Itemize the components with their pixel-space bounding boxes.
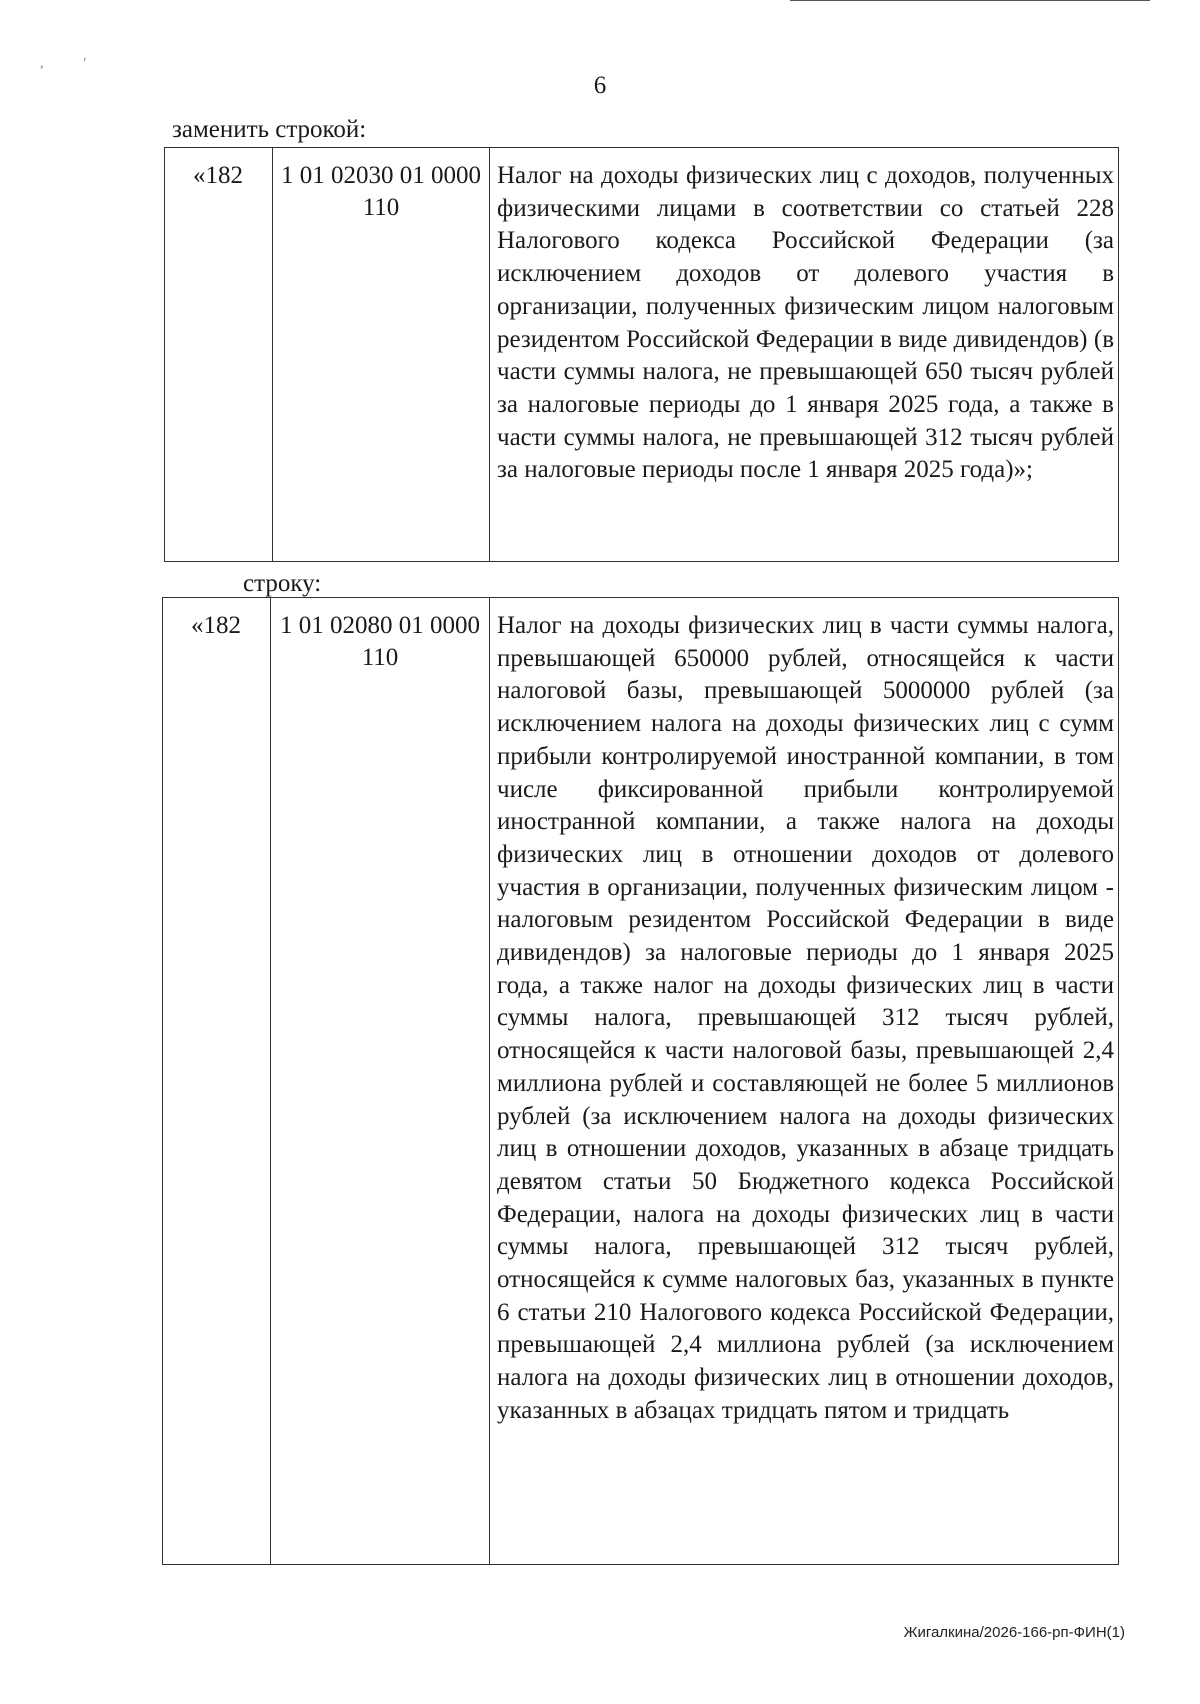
admin-code: «182 (193, 162, 243, 189)
intro-replace-text: заменить строкой: (172, 116, 367, 143)
description-cell (490, 148, 1119, 562)
admin-code: «182 (191, 612, 241, 639)
budget-row-table-original (162, 597, 1119, 1565)
table-row (165, 148, 1119, 562)
kbk-code-cell (273, 148, 490, 562)
kbk-code-cell (271, 598, 490, 1565)
table-row (163, 598, 1119, 1565)
admin-code-cell (165, 148, 273, 562)
description-cell (490, 598, 1119, 1565)
row-description: Налог на доходы физических лиц в части суммы налога, превышающей 650000 рублей, относящейся к части налоговой базы, превышающей 5000000 рублей (за исключением налога на доходы физических лиц с сумм прибыли контролируемой иностранной компании, в том числе фиксированной прибыли контролируемой иностранной компании, а также налога на доходы физических лиц в отношении доходов от долевого участия в организации, полученных физическим лицом - налоговым резидентом Российской Федерации в виде дивидендов) за налоговые периоды до 1 января 2025 года, а также налог на доходы физических лиц в части суммы налога, превышающей 312 тысяч рублей, относящейся к части налоговой базы, превышающей 2,4 миллиона рублей и составляющей не более 5 миллионов рублей (за исключением налога на доходы физических лиц в отношении доходов, указанных в абзаце тридцать девятом статьи 50 Бюджетного кодекса Российской Федерации, налога на доходы физических лиц в части суммы налога, превышающей 312 тысяч рублей, относящейся к сумме налоговых баз, указанных в пункте 6 статьи 210 Налогового кодекса Российской Федерации, превышающей 2,4 миллиона рублей (за исключением налога на доходы физических лиц в отношении доходов, указанных в абзацах тридцать пятом и тридцать (497, 612, 1114, 1424)
top-scan-rule (790, 0, 1150, 1)
scan-specks: ,' (40, 56, 127, 71)
intro-row-text: строку: (243, 570, 322, 597)
kbk-code: 1 01 02080 01 0000 110 (280, 612, 480, 671)
row-description: Налог на доходы физических лиц с доходов, полученных физическими лицами в соответствии со статьей 228 Налогового кодекса Российской Федерации (за исключением доходов от долевого участия в организации, полученных физическим лицом налоговым резидентом Российской Федерации в виде дивидендов) (в части суммы налога, не превышающей 650 тысяч рублей за налоговые периоды до 1 января 2025 года, а также в части суммы налога, не превышающей 312 тысяч рублей за налоговые периоды после 1 января 2025 года)»; (497, 162, 1114, 484)
document-reference-footer: Жигалкина/2026-166-рп-ФИН(1) (903, 1624, 1125, 1641)
page-number: 6 (593, 72, 607, 99)
admin-code-cell (163, 598, 271, 1565)
budget-row-table-replacement (164, 147, 1119, 562)
kbk-code: 1 01 02030 01 0000 110 (281, 162, 481, 221)
